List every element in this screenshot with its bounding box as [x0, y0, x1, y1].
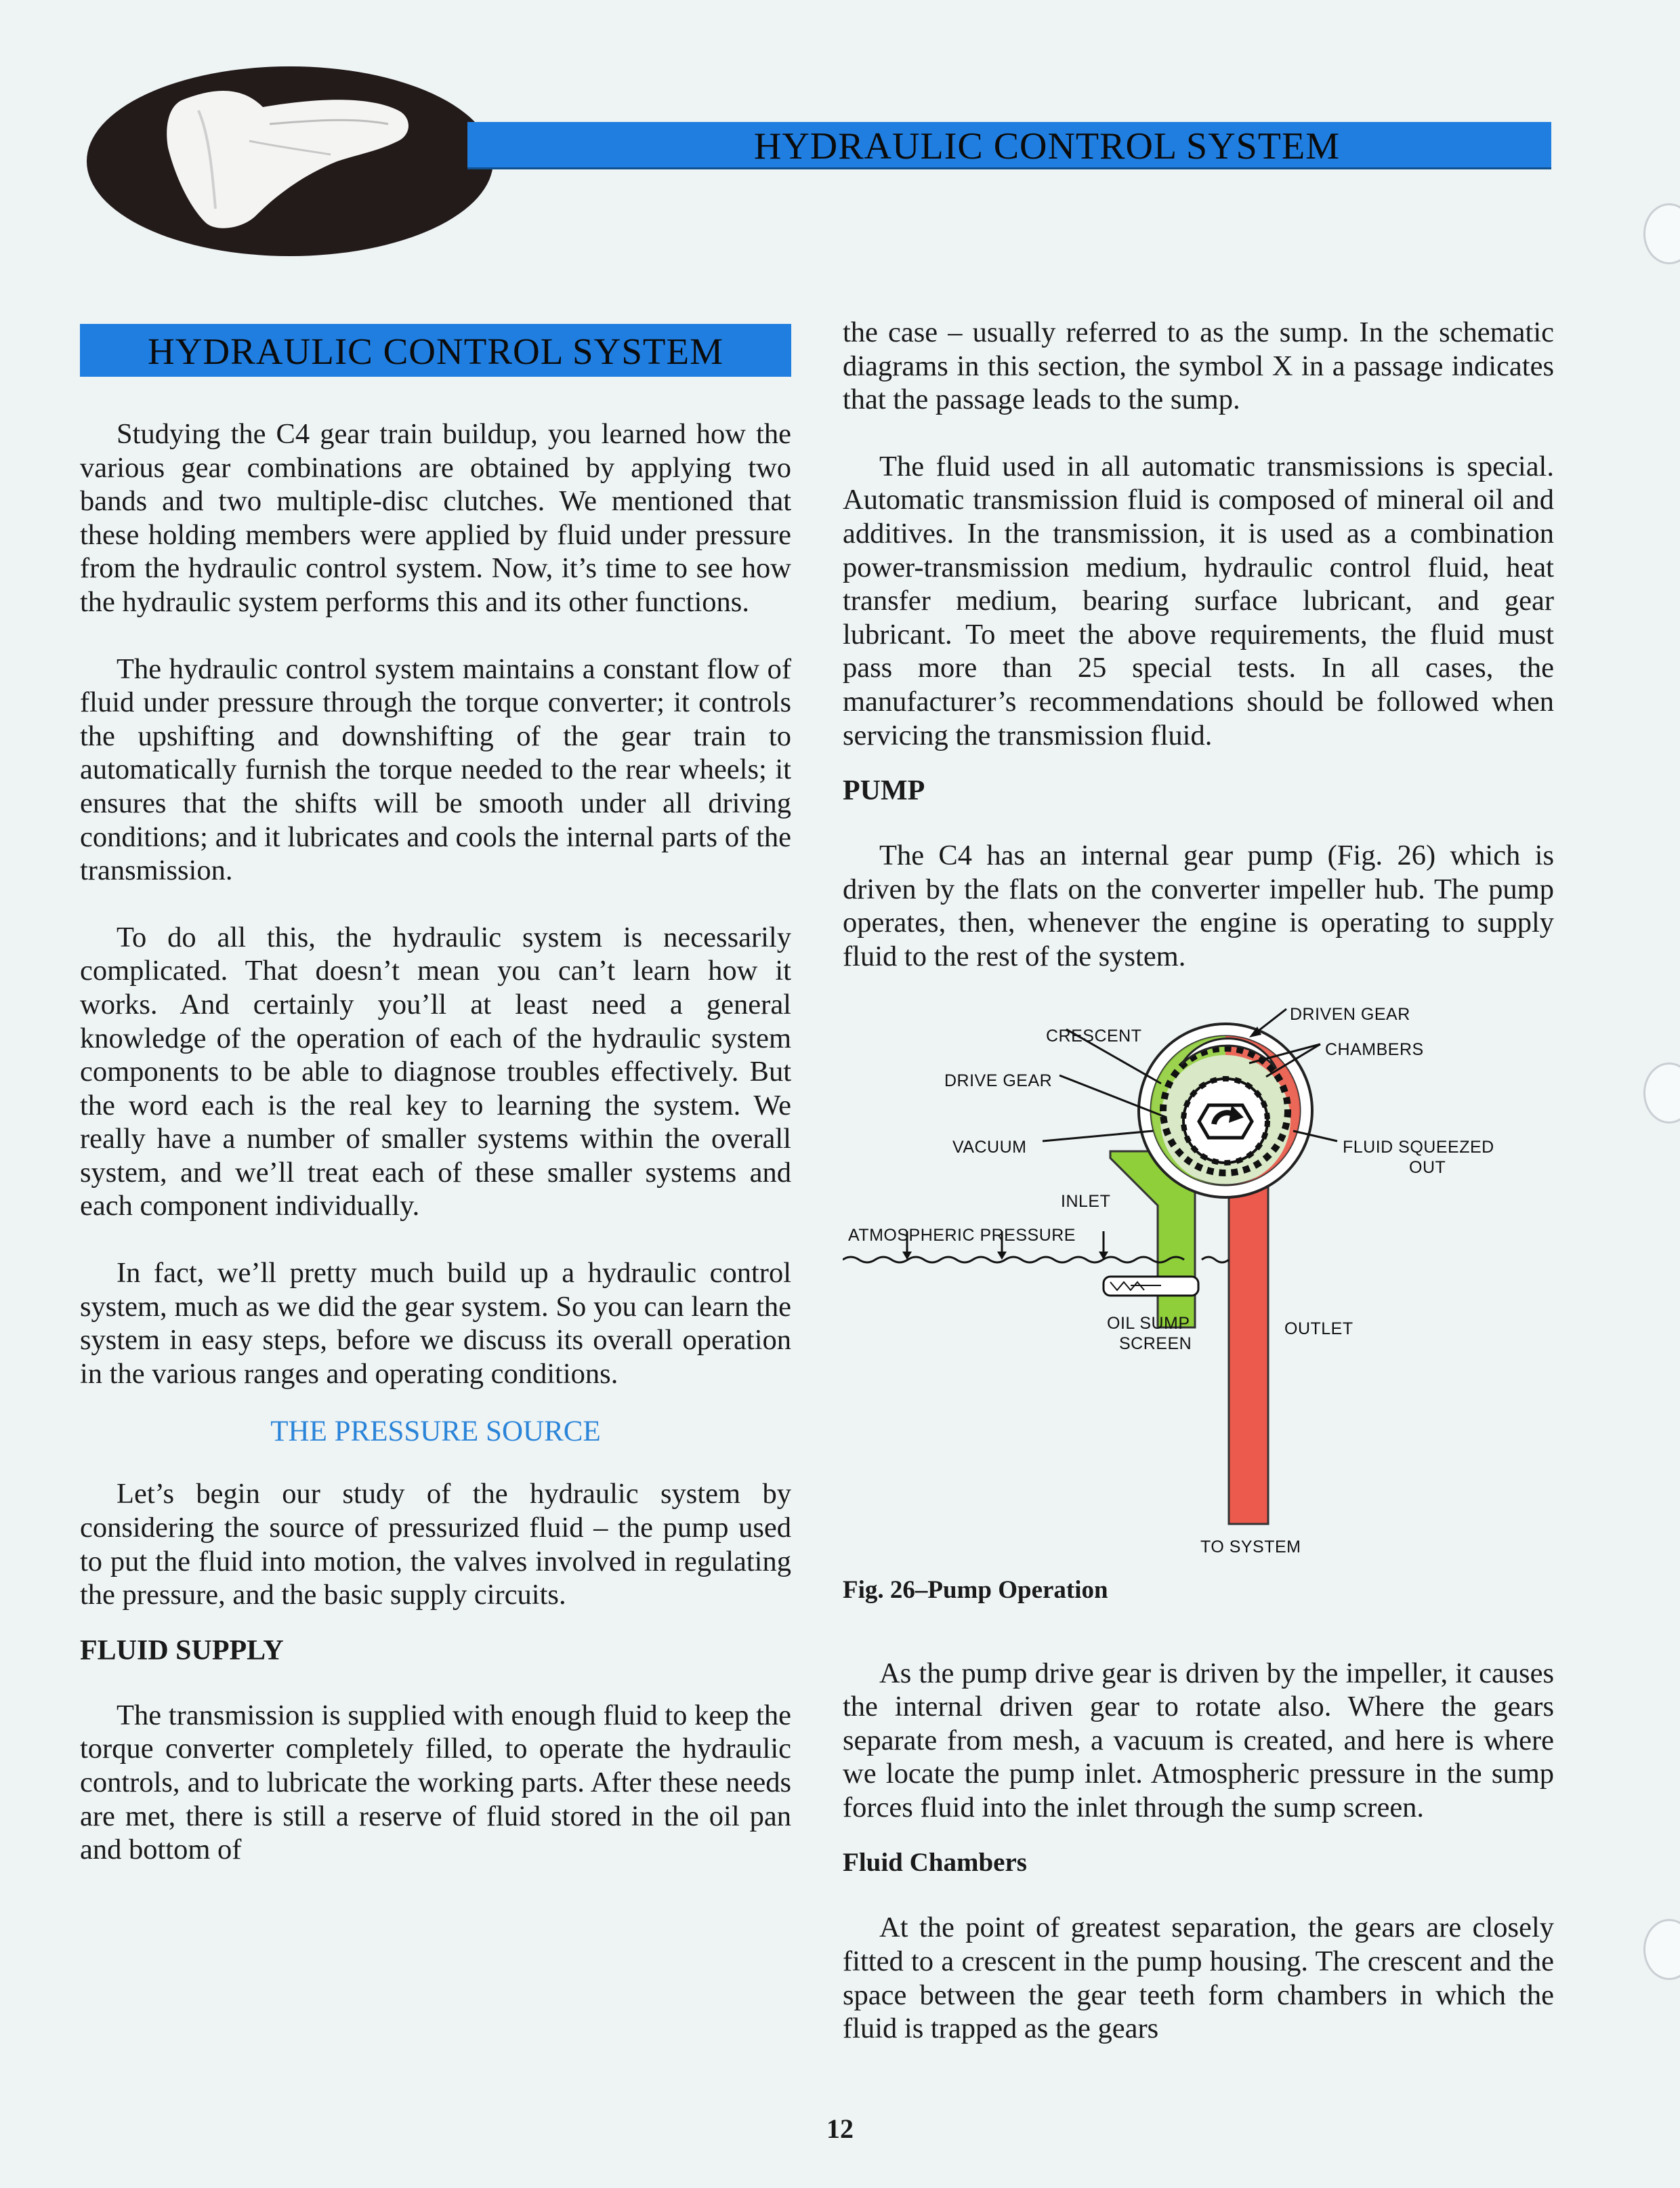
header-title-bar: HYDRAULIC CONTROL SYSTEM [467, 122, 1551, 169]
paragraph: the case – usually referred to as the sump. In the schematic diagrams in this section, the symbol X in a passage indicates that the passage leads to the sump. [843, 316, 1554, 416]
binder-hole [1643, 203, 1680, 264]
label-driven-gear: DRIVEN GEAR [1290, 1004, 1410, 1024]
label-outlet: OUTLET [1284, 1319, 1353, 1338]
section-title: HYDRAULIC CONTROL SYSTEM [80, 324, 791, 377]
left-column [80, 324, 791, 1867]
label-oil-sump: OIL SUMP [1107, 1313, 1190, 1333]
page-number: 12 [826, 2113, 854, 2144]
pump-operation-figure [843, 989, 1554, 1571]
subhead-fluid-chambers: Fluid Chambers [843, 1848, 1027, 1878]
paragraph: Studying the C4 gear train buildup, you learned how the various gear combinations are obtained by applying two bands and two multiple-disc clutches. We mentioned that these holding members were applied by fluid under pressure from the hydraulic control system. Now, it’s time to see how the hydraulic system performs this and its other functions. [80, 418, 791, 618]
right-column [843, 316, 1554, 2046]
label-to-system: TO SYSTEM [1200, 1537, 1301, 1556]
paragraph: The fluid used in all automatic transmissions is special. Automatic transmission fluid is composed of mineral oil and additives. In the transmission, it is used as a combination power-transmission medium, hydraulic control fluid, heat transfer medium, bearing surface lubricant, and gear lubricant. To meet the above requirements, the fluid must pass more than 25 special tests. In all cases, the manufacturer’s recommendations should be followed when servicing the transmission fluid. [843, 450, 1554, 751]
figure-caption: Fig. 26–Pump Operation [843, 1575, 1108, 1604]
subhead-fluid-supply: FLUID SUPPLY [80, 1634, 284, 1666]
binder-hole [1643, 1062, 1680, 1123]
subhead-pump: PUMP [843, 775, 925, 807]
label-fluid-squeezed-out: OUT [1409, 1157, 1446, 1177]
label-oil-sump-screen: SCREEN [1119, 1334, 1192, 1353]
paragraph: The hydraulic control system maintains a constant flow of fluid under pressure through the torque converter; it controls the upshifting and downshifting of the gear train to automatically furnish the torque needed to the rear wheels; it ensures that the shifts will be smooth under all driving conditions; and it lubricates and cools the internal parts of the transmission. [80, 653, 791, 887]
label-inlet: INLET [1061, 1191, 1111, 1211]
label-vacuum: VACUUM [952, 1137, 1027, 1157]
label-crescent: CRESCENT [1046, 1026, 1142, 1046]
paragraph: Let’s begin our study of the hydraulic system by considering the source of pressurized fluid – the pump used to put the fluid into motion, the valves involved in regulating the pressure, and the basic supply circuits. [80, 1478, 791, 1611]
paragraph: As the pump drive gear is driven by the impeller, it causes the internal driven gear to rotate also. Where the gears separate from mesh, a vacuum is created, and here is where we locate the pump inlet. Atmospheric pressure in the sump forces fluid into the inlet through the sump screen. [843, 1657, 1554, 1823]
label-atmospheric-pressure: ATMOSPHERIC PRESSURE [848, 1225, 1076, 1245]
transmission-emblem-icon [80, 60, 500, 263]
label-fluid-squeezed: FLUID SQUEEZED [1343, 1137, 1494, 1157]
paragraph: The C4 has an internal gear pump (Fig. 26) which is driven by the flats on the converter impeller hub. The pump operates, then, whenever the engine is operating to supply fluid to the rest of the system. [843, 840, 1554, 972]
label-drive-gear: DRIVE GEAR [944, 1071, 1053, 1090]
paragraph: The transmission is supplied with enough fluid to keep the torque converter completely filled, to operate the hydraulic controls, and to lubricate the working parts. After these needs are met, there is still a reserve of fluid stored in the oil pan and bottom of [80, 1699, 791, 1866]
label-chambers: CHAMBERS [1325, 1039, 1424, 1059]
binder-hole [1643, 1919, 1680, 1980]
paragraph: At the point of greatest separation, the gears are closely fitted to a crescent in the pump housing. The crescent and the space between the gear teeth form chambers in which the fluid is trapped as the gears [843, 1912, 1554, 2045]
paragraph: In fact, we’ll pretty much build up a hydraulic control system, much as we did the gear system. So you can learn the system in easy steps, before we discuss its overall operation in the various ranges and operating conditions. [80, 1257, 791, 1390]
paragraph: To do all this, the hydraulic system is necessarily complicated. That doesn’t mean you can’t learn how it works. And certainly you’ll at least need a general knowledge of the operation of each of the hydraulic system components to be able to diagnose troubles effectively. But the word each is the real key to learning the system. We really have a number of smaller systems within the overall system, and we’ll treat each of these smaller systems and each component individually. [80, 921, 791, 1222]
subhead-pressure-source: THE PRESSURE SOURCE [270, 1416, 601, 1448]
